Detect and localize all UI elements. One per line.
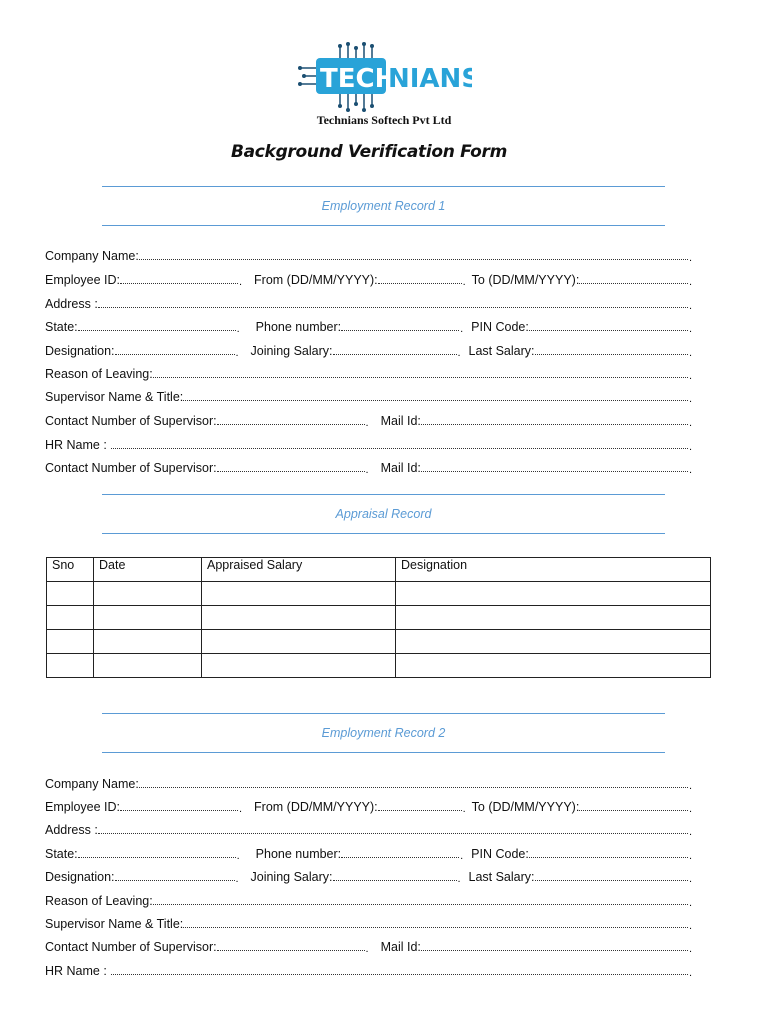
table-cell[interactable] — [94, 606, 202, 630]
table-cell[interactable] — [396, 630, 711, 654]
mail-field[interactable] — [421, 412, 688, 425]
hr-name-row — [45, 434, 690, 452]
column-header: Designation — [396, 558, 711, 582]
field-label: State: — [45, 320, 78, 334]
table-row — [47, 582, 711, 606]
mail-field-2[interactable] — [421, 459, 688, 472]
table-cell[interactable] — [396, 582, 711, 606]
employee-id-field[interactable] — [120, 271, 238, 284]
section-heading-appraisal: Appraisal Record — [102, 494, 665, 534]
from-date-field[interactable] — [378, 271, 462, 284]
field-label: Reason of Leaving: — [45, 894, 153, 908]
field-label: Contact Number of Supervisor: — [45, 414, 217, 428]
state-field[interactable] — [78, 318, 236, 331]
table-cell[interactable] — [94, 582, 202, 606]
field-label: Address : — [45, 823, 98, 837]
table-cell[interactable] — [202, 630, 396, 654]
hr-name-field-2[interactable] — [111, 962, 688, 975]
state-row-2 — [45, 843, 690, 861]
field-label: Contact Number of Supervisor: — [45, 940, 217, 954]
joining-salary-field-2[interactable] — [333, 868, 457, 881]
to-date-field-2[interactable] — [579, 798, 688, 811]
mail-field-3[interactable] — [421, 938, 688, 951]
table-cell[interactable] — [202, 606, 396, 630]
column-header: Sno — [47, 558, 94, 582]
table-cell[interactable] — [47, 582, 94, 606]
company-name-row — [45, 245, 690, 263]
field-label: Mail Id: — [380, 414, 421, 428]
table-cell[interactable] — [202, 654, 396, 678]
designation-row-2 — [45, 866, 690, 884]
field-label: Last Salary: — [468, 870, 535, 884]
supervisor-contact-field[interactable] — [217, 412, 365, 425]
supervisor-contact-row-3 — [45, 936, 690, 954]
field-label: Reason of Leaving: — [45, 367, 153, 381]
pin-field-2[interactable] — [529, 845, 688, 858]
hr-name-row-2 — [45, 960, 690, 978]
supervisor-contact-field-2[interactable] — [217, 459, 365, 472]
employee-id-field-2[interactable] — [120, 798, 238, 811]
field-label: To (DD/MM/YYYY): — [471, 800, 580, 814]
field-label: Joining Salary: — [250, 344, 333, 358]
table-cell[interactable] — [47, 654, 94, 678]
designation-field[interactable] — [115, 342, 235, 355]
table-row — [47, 606, 711, 630]
field-label: Address : — [45, 297, 98, 311]
pin-field[interactable] — [529, 318, 688, 331]
company-name-field-2[interactable] — [139, 775, 688, 788]
employee-dates-row — [45, 269, 690, 287]
last-salary-field[interactable] — [535, 342, 688, 355]
company-name: Technians Softech Pvt Ltd — [316, 113, 452, 127]
field-label: Phone number: — [255, 847, 342, 861]
section-heading-employment-2: Employment Record 2 — [102, 713, 665, 753]
table-cell[interactable] — [94, 654, 202, 678]
hr-name-field[interactable] — [111, 436, 688, 449]
field-label: Employee ID: — [45, 273, 121, 287]
field-label: PIN Code: — [471, 320, 529, 334]
field-label: Last Salary: — [468, 344, 535, 358]
table-cell[interactable] — [396, 654, 711, 678]
field-label: Mail Id: — [380, 940, 421, 954]
section-heading-employment-1: Employment Record 1 — [102, 186, 665, 226]
table-cell[interactable] — [47, 630, 94, 654]
phone-field[interactable] — [341, 318, 459, 331]
logo-text-nians: NIANS — [388, 64, 472, 94]
table-cell[interactable] — [396, 606, 711, 630]
company-name-field[interactable] — [139, 247, 688, 260]
address-row-2 — [45, 819, 690, 837]
address-field[interactable] — [98, 295, 688, 308]
field-label: Company Name: — [45, 249, 139, 263]
supervisor-field-2[interactable] — [183, 915, 688, 928]
field-label: Phone number: — [255, 320, 342, 334]
company-name-row-2 — [45, 773, 690, 791]
technians-logo — [296, 42, 472, 112]
supervisor-contact-row — [45, 410, 690, 428]
last-salary-field-2[interactable] — [535, 868, 688, 881]
joining-salary-field[interactable] — [333, 342, 457, 355]
field-label: From (DD/MM/YYYY): — [254, 273, 378, 287]
state-row — [45, 316, 690, 334]
field-label: From (DD/MM/YYYY): — [254, 800, 378, 814]
field-label: To (DD/MM/YYYY): — [471, 273, 580, 287]
form-title: Background Verification Form — [230, 142, 508, 162]
field-label: Mail Id: — [380, 461, 421, 475]
field-label: HR Name : — [45, 964, 107, 978]
state-field-2[interactable] — [78, 845, 236, 858]
address-field-2[interactable] — [98, 821, 688, 834]
field-label: Employee ID: — [45, 800, 121, 814]
reason-field[interactable] — [153, 365, 688, 378]
field-label: Supervisor Name & Title: — [45, 390, 184, 404]
reason-row — [45, 363, 690, 381]
field-label: Joining Salary: — [250, 870, 333, 884]
to-date-field[interactable] — [579, 271, 688, 284]
table-row — [47, 654, 711, 678]
designation-field-2[interactable] — [115, 868, 235, 881]
reason-field-2[interactable] — [153, 892, 688, 905]
supervisor-contact-field-3[interactable] — [217, 938, 365, 951]
table-cell[interactable] — [47, 606, 94, 630]
column-header: Date — [94, 558, 202, 582]
field-label: Designation: — [45, 870, 115, 884]
reason-row-2 — [45, 890, 690, 908]
table-cell[interactable] — [94, 630, 202, 654]
phone-field-2[interactable] — [341, 845, 459, 858]
field-label: Company Name: — [45, 777, 139, 791]
field-label: Designation: — [45, 344, 115, 358]
supervisor-field[interactable] — [183, 388, 688, 401]
table-cell[interactable] — [202, 582, 396, 606]
table-header-row — [47, 558, 711, 582]
field-label: PIN Code: — [471, 847, 529, 861]
appraisal-table — [46, 557, 711, 678]
address-row — [45, 293, 690, 311]
supervisor-row-2 — [45, 913, 690, 931]
field-label: State: — [45, 847, 78, 861]
field-label: HR Name : — [45, 438, 107, 452]
column-header: Appraised Salary — [202, 558, 396, 582]
logo-text-tech: TECH — [320, 64, 397, 94]
employee-dates-row-2 — [45, 796, 690, 814]
designation-row — [45, 340, 690, 358]
circuit-logo-icon — [296, 42, 472, 112]
field-label: Supervisor Name & Title: — [45, 917, 184, 931]
from-date-field-2[interactable] — [378, 798, 462, 811]
table-row — [47, 630, 711, 654]
supervisor-contact-row-2 — [45, 457, 690, 475]
supervisor-row — [45, 386, 690, 404]
field-label: Contact Number of Supervisor: — [45, 461, 217, 475]
